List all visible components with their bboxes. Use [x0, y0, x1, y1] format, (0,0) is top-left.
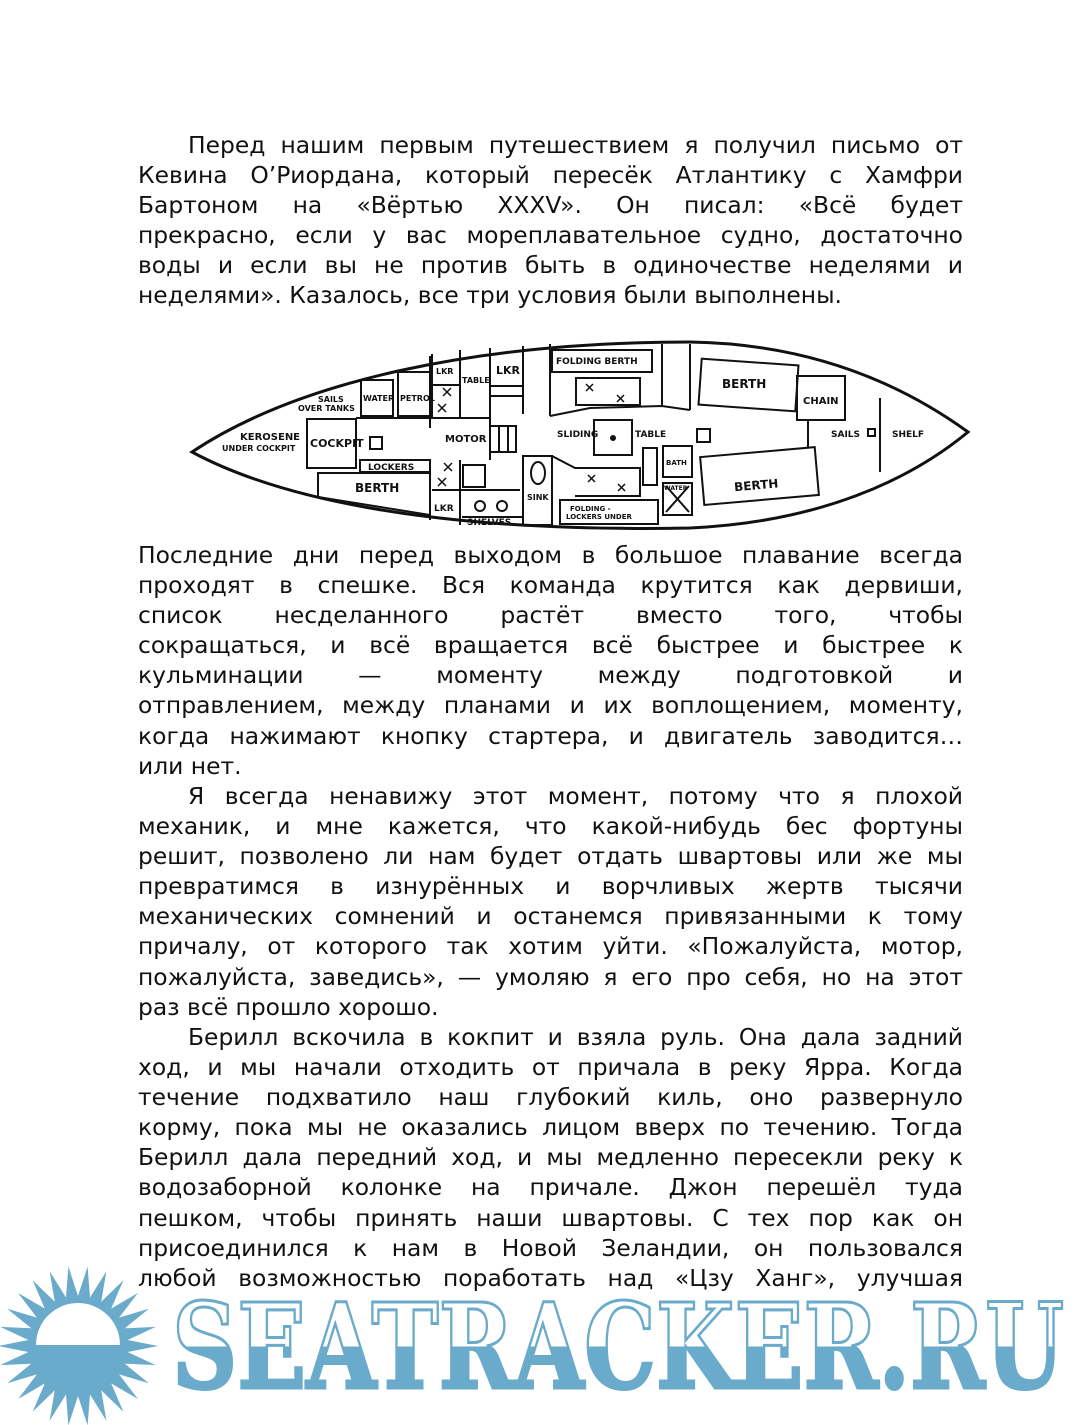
text-line: или нет. — [138, 751, 242, 780]
label-lkr-2: LKR — [496, 364, 521, 377]
label-under-cockpit: UNDER COCKPIT — [222, 444, 296, 453]
text-line: механик, и мне кажется, что какой-нибудь бес фортуны — [138, 812, 963, 841]
label-cockpit: COCKPIT — [310, 437, 364, 450]
paragraph-4 — [138, 1022, 963, 1293]
text-line: механических сомнений и останемся привязанными к тому — [138, 902, 963, 931]
text-line: превратимся в изнурённых и ворчливых жертв тысячи — [138, 872, 963, 901]
text-line: корму, пока мы не оказались лицом вверх по течению. Тогда — [138, 1113, 963, 1142]
text-line: пожалуйста, заведись», — умоляю я его про себя, но на этот — [138, 962, 963, 991]
label-berth-aft: BERTH — [355, 481, 400, 495]
label-folding-berth: FOLDING BERTH — [556, 357, 638, 367]
stove — [643, 448, 657, 485]
label-berth-bottom: BERTH — [733, 476, 779, 495]
label-water: WATER — [363, 394, 395, 403]
text-line: неделями». Казалось, все три условия были выполнены. — [138, 281, 842, 310]
sink — [523, 456, 552, 525]
text-line: Кевина О’Риордана, который пересёк Атлантику с Хамфри — [138, 161, 963, 190]
text-line: ход, и мы начали отходить от причала в реку Ярра. Когда — [138, 1053, 963, 1082]
sun-rays — [0, 1267, 158, 1425]
paragraph-3 — [138, 781, 963, 1022]
text-line: проходят в спешке. Вся команда крутится как дервиши, — [138, 571, 963, 600]
text-line: водозаборной колонке на причале. Джон перешёл туда — [138, 1173, 963, 1202]
label-folding: FOLDING - — [570, 505, 611, 513]
text-line: раз всё прошло хорошо. — [138, 992, 439, 1021]
label-sink: SINK — [527, 493, 549, 502]
label-motor: MOTOR — [445, 434, 487, 445]
label-over-tanks: OVER TANKS — [298, 404, 355, 413]
text-line: Берилл вскочила в кокпит и взяла руль. Она дала задний — [188, 1023, 963, 1051]
text-line: когда нажимают кнопку стартера, и двигатель заводится… — [138, 721, 963, 750]
boat-layout-diagram — [185, 336, 975, 536]
label-lockers: LOCKERS — [368, 463, 415, 473]
paragraph-1 — [138, 130, 963, 311]
paragraph-2 — [138, 540, 963, 781]
text-line: список несделанного растёт вместо того, чтобы — [138, 601, 963, 630]
text-line: сокращаться, и всё вращается всё быстрее и быстрее к — [138, 631, 963, 660]
label-lkr-bottom: LKR — [434, 504, 454, 514]
text-line: воды и если вы не против быть в одиночестве неделями и — [138, 251, 963, 280]
seatracker-watermark-logo — [0, 1262, 1080, 1425]
label-chain: CHAIN — [803, 396, 839, 407]
label-shelves: SHELVES — [467, 518, 512, 528]
text-line: причалу, от которого так хотим уйти. «Пожалуйста, мотор, — [138, 932, 963, 961]
text-line: решит, позволено ли нам будет отдать швартовы или же мы — [138, 842, 963, 871]
text-line: любой возможностью поработать над «Цзу Ханг», улучшая — [138, 1263, 963, 1292]
text-line: Я всегда ненавижу этот момент, потому что я плохой — [188, 782, 963, 810]
text-line: отправлением, между планами и их воплощением, моменту, — [138, 691, 963, 720]
text-line: присоединился к нам в Новой Зеландии, он пользовался — [138, 1233, 963, 1262]
label-bath: BATH — [666, 459, 687, 467]
text-line: прекрасно, если у вас мореплавательное судно, достаточно — [138, 221, 963, 250]
label-sails-forward: SAILS — [831, 430, 861, 440]
text-line: Берилл дала передний ход, и мы медленно пересекли реку к — [138, 1143, 963, 1172]
sun-icon — [0, 1267, 158, 1425]
label-sails: SAILS — [318, 395, 344, 404]
label-table: TABLE — [635, 430, 667, 440]
label-kerosene: KEROSENE — [240, 432, 301, 443]
label-lockers-under: LOCKERS UNDER — [566, 513, 632, 521]
text-line: Бартоном на «Вёртью XXXV». Он писал: «Всё будет — [138, 191, 963, 220]
label-shelf: SHELF — [892, 430, 925, 440]
text-line: кульминации — моменту между подготовкой и — [138, 661, 963, 690]
text-line: течение подхватило наш глубокий киль, оно развернуло — [138, 1083, 963, 1112]
text-line: Последние дни перед выходом в большое плавание всегда — [138, 541, 963, 569]
label-berth-top: BERTH — [722, 377, 767, 391]
text-line: пешком, чтобы принять наши швартовы. С тех пор как он — [138, 1203, 963, 1232]
berth-forward-bottom — [700, 447, 819, 505]
label-table-aft: TABLE — [462, 376, 490, 385]
text-line: Перед нашим первым путешествием я получил письмо от — [188, 131, 963, 159]
label-water-forward: WATER — [664, 485, 688, 492]
watermark-text: SEATRACKER.RU — [172, 1277, 1064, 1416]
label-lkr: LKR — [436, 367, 454, 376]
label-petrol: PETROL — [400, 394, 435, 403]
label-sliding: SLIDING — [557, 430, 599, 440]
